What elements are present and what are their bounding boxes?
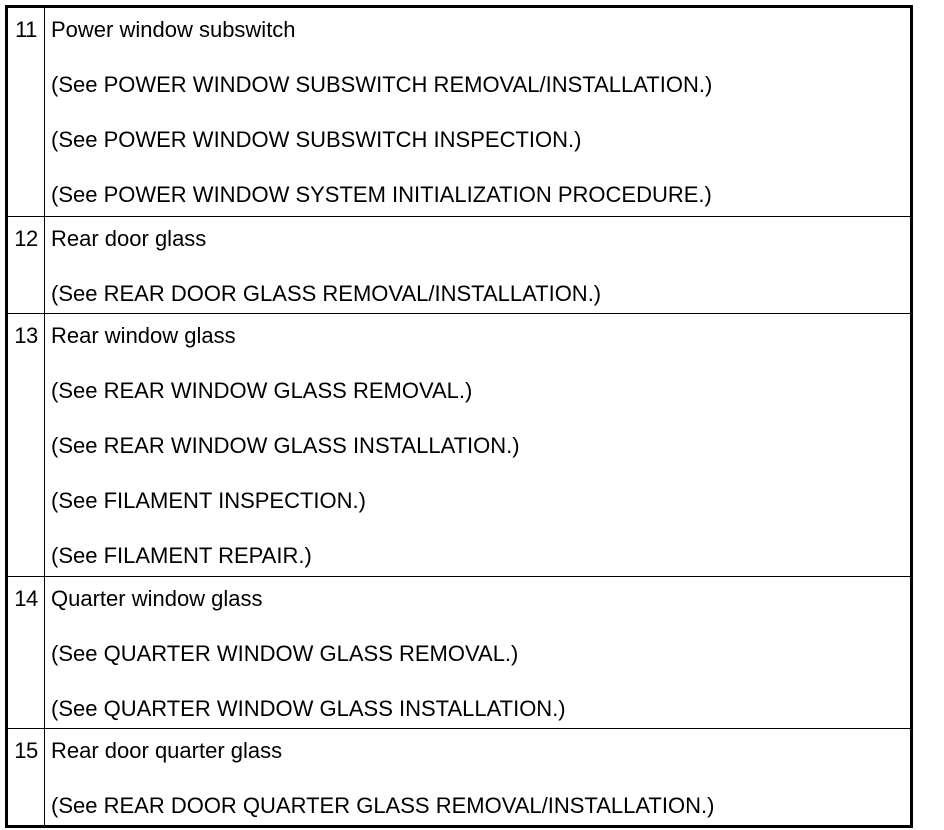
item-title: Rear door quarter glass — [51, 738, 283, 763]
item-number: 13 — [8, 314, 45, 576]
item-number: 12 — [8, 217, 45, 313]
table-row — [8, 576, 910, 728]
reference-link[interactable]: (See QUARTER WINDOW GLASS REMOVAL.) — [51, 641, 519, 666]
parts-table — [5, 5, 913, 828]
reference-link[interactable]: (See REAR WINDOW GLASS REMOVAL.) — [51, 378, 473, 403]
item-content — [45, 729, 910, 825]
item-title: Rear door glass — [51, 226, 207, 251]
reference-link[interactable]: (See FILAMENT REPAIR.) — [51, 543, 312, 568]
reference-link[interactable]: (See POWER WINDOW SUBSWITCH INSPECTION.) — [51, 127, 582, 152]
table-row — [8, 313, 910, 576]
table-row — [8, 8, 910, 216]
table-row — [8, 728, 910, 825]
reference-link[interactable]: (See REAR WINDOW GLASS INSTALLATION.) — [51, 433, 520, 458]
item-number: 14 — [8, 577, 45, 728]
item-title: Quarter window glass — [51, 586, 263, 611]
table-row — [8, 216, 910, 313]
reference-link[interactable]: (See FILAMENT INSPECTION.) — [51, 488, 366, 513]
item-number: 11 — [8, 8, 45, 216]
item-content — [45, 217, 910, 313]
reference-link[interactable]: (See QUARTER WINDOW GLASS INSTALLATION.) — [51, 696, 566, 721]
item-content — [45, 8, 910, 216]
reference-link[interactable]: (See REAR DOOR GLASS REMOVAL/INSTALLATION.) — [51, 281, 602, 306]
item-content — [45, 314, 910, 576]
reference-link[interactable]: (See POWER WINDOW SYSTEM INITIALIZATION PROCEDURE.) — [51, 182, 712, 207]
item-number: 15 — [8, 729, 45, 825]
item-title: Rear window glass — [51, 323, 236, 348]
reference-link[interactable]: (See REAR DOOR QUARTER GLASS REMOVAL/INSTALLATION.) — [51, 793, 715, 818]
item-title: Power window subswitch — [51, 17, 296, 42]
item-content — [45, 577, 910, 728]
reference-link[interactable]: (See POWER WINDOW SUBSWITCH REMOVAL/INSTALLATION.) — [51, 72, 713, 97]
